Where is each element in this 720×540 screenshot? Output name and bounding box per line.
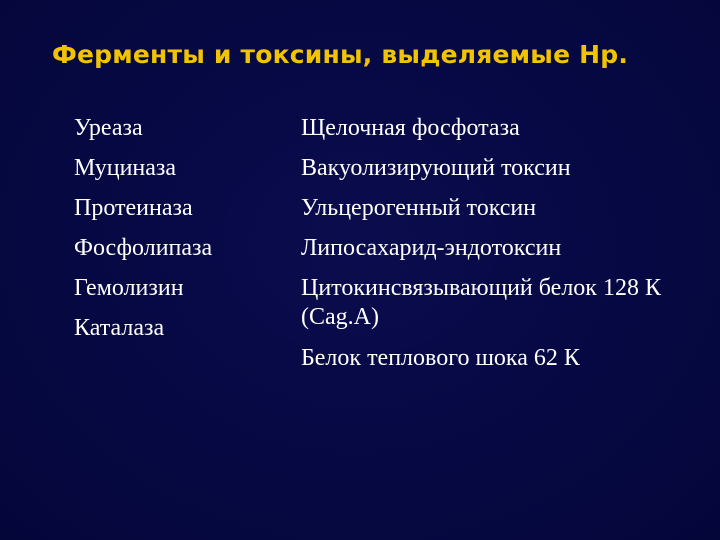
- list-item: Фосфолипаза: [74, 235, 213, 261]
- list-item: Белок теплового шока 62 К: [301, 345, 580, 371]
- list-item: Муциназа: [74, 155, 177, 181]
- enzymes-list: [74, 108, 274, 348]
- list-item: Щелочная фосфотаза: [301, 115, 520, 141]
- slide-title: Ферменты и токсины, выделяемые Hp.: [52, 40, 629, 69]
- list-item: Уреаза: [74, 115, 143, 141]
- list-item: Гемолизин: [74, 275, 184, 301]
- list-item: Каталаза: [74, 315, 165, 341]
- list-item: Протеиназа: [74, 195, 193, 221]
- list-item: Ульцерогенный токсин: [301, 195, 537, 221]
- list-item: Вакуолизирующий токсин: [301, 155, 571, 181]
- toxins-list: [301, 108, 701, 378]
- list-item: Липосахарид-эндотоксин: [301, 235, 562, 261]
- list-item: Цитокинсвязывающий белок 128 К (Cag.A): [301, 275, 661, 330]
